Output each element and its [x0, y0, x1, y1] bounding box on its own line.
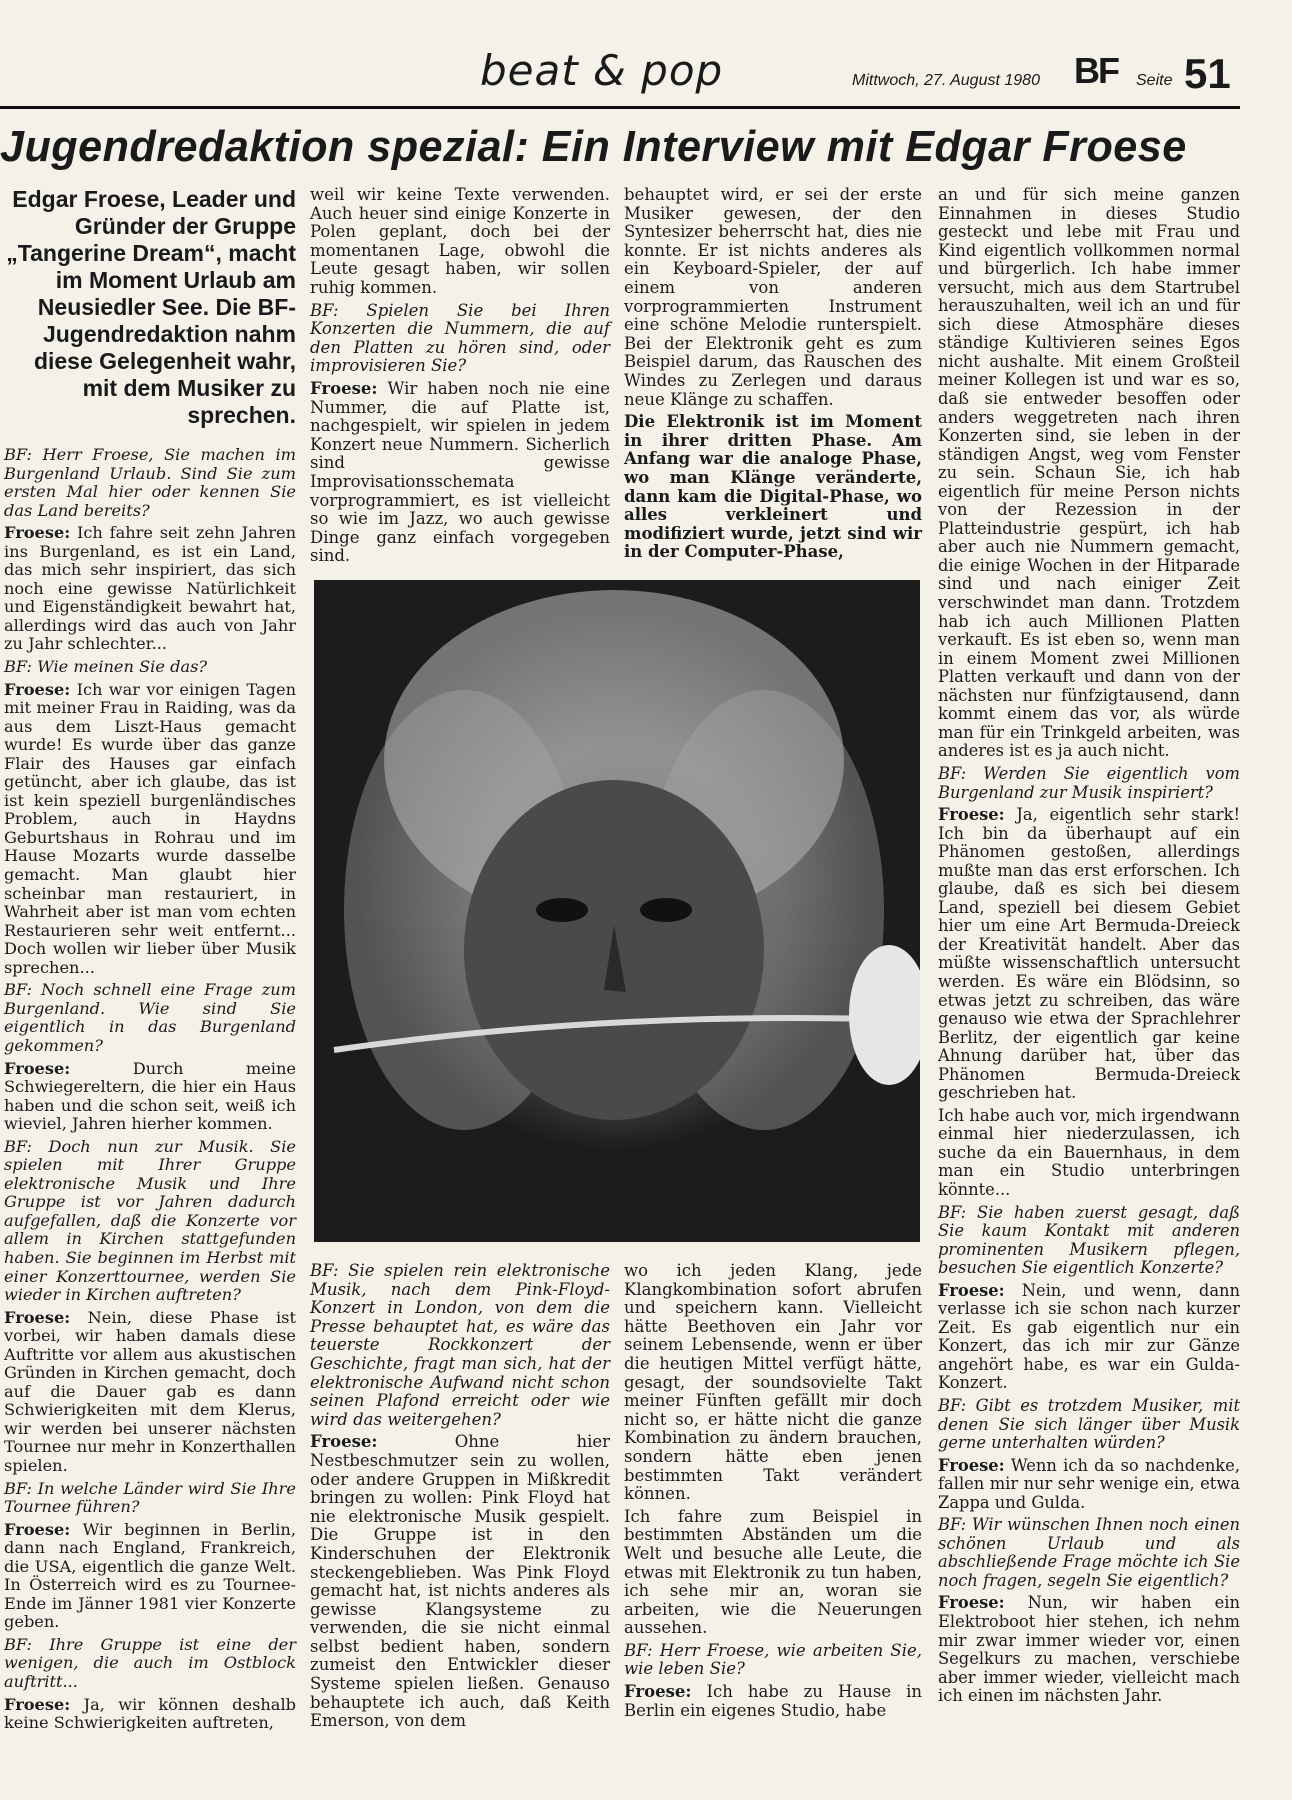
paragraph-text: Ich fahre seit zehn Jahren ins Burgenland, es ist ein Land, das mich sehr inspiriert, das sich noch eine gewisse Natürlichkeit und Eigenständigkeit bewahrt hat, allerdings wird das auch von Jahr zu Jahr schlechter...: [4, 523, 296, 654]
section-title: beat & pop: [480, 46, 724, 95]
speaker-label: Froese:: [4, 1307, 71, 1327]
paragraph-text: Durch meine Schwiegereltern, die hier ein Haus haben und die schon seit, weiß ich wieviel, Jahren hierher kommen.: [4, 1058, 296, 1134]
interview-answer: [938, 1594, 1240, 1705]
paragraph-text: weil wir keine Texte verwenden. Auch heuer sind einige Konzerte in Polen geplant, doch bei der momentanen Lage, obwohl die Leute gesagt haben, wir sollen ruhig kommen.: [310, 185, 610, 297]
interview-question: BF: Doch nun zur Musik. Sie spielen mit Ihrer Gruppe elektronische Musik und Ihre Gruppe ist vor Jahren dadurch aufgefallen, daß die Konzerte vor allem in Kirchen stattgefunden haben. Sie beginnen im Herbst mit einer Konzerttournee, werden Sie wieder in Kirchen auftreten?: [4, 1136, 296, 1305]
speaker-label: Froese:: [4, 1058, 71, 1078]
body-paragraph: [624, 1262, 922, 1504]
dateline: Mittwoch, 27. August 1980: [852, 72, 1040, 89]
article-column-2: [310, 186, 610, 570]
paragraph-text: Nein, diese Phase ist vorbei, wir haben damals diese Auftritte vor allem aus akustischen Gründen in Kirchen gemacht, doch auf die Dauer gab es dann Schwierigkeiten mit dem Klerus, wir werden bei unserer nächsten Tournee nur mehr in Konzerthallen spielen.: [4, 1307, 296, 1475]
interview-question: BF: Spielen Sie bei Ihren Konzerten die Nummern, die auf den Platten zu hören sind, oder improvisieren Sie?: [310, 300, 610, 376]
speaker-label: Froese:: [310, 1432, 378, 1452]
portrait-illustration: [314, 580, 920, 1242]
interview-question: BF: Herr Froese, wie arbeiten Sie, wie leben Sie?: [624, 1640, 922, 1679]
interview-answer: [310, 1433, 610, 1731]
speaker-label: Froese:: [938, 1593, 1005, 1613]
speaker-label: Froese:: [4, 1519, 71, 1539]
paragraph-text: behauptet wird, er sei der erste Musiker gewesen, der den Syntesizer beherrscht hat, dies nie konnte. Er ist nichts anderes als ein Keyboard-Spieler, der auf einem von anderen vorprogrammierten Instrument eine schöne Melodie runterspielt. Bei der Elektronik geht es zum Beispiel darum, das Rauschen des Windes zu Zerlegen und daraus neue Klänge zu schaffen.: [624, 185, 922, 409]
body-paragraph: [938, 186, 1240, 761]
body-paragraph: [938, 1107, 1240, 1200]
body-paragraph: [624, 1508, 922, 1638]
speaker-label: Froese:: [310, 378, 378, 398]
body-paragraph: [624, 413, 922, 562]
interview-question: BF: Werden Sie eigentlich vom Burgenland zur Musik inspiriert?: [938, 763, 1240, 802]
speaker-label: Froese:: [624, 1682, 692, 1702]
interview-question: BF: Wie meinen Sie das?: [4, 657, 208, 677]
article-column-3: [624, 186, 922, 566]
paragraph-text: Ich fahre zum Beispiel in bestimmten Abständen um die Welt und besuche alle Leute, die etwas mit Elektronik zu tun haben, ich sehe mir an, woran sie arbeiten, wie die Neuerungen aussehen.: [624, 1506, 922, 1638]
lead-paragraph: Edgar Froese, Leader und Gründer der Gruppe „Tangerine Dream“, macht im Moment Urlaub am Neusiedler See. Die BF-Jugendredaktion nahm diese Gelegenheit wahr, mit dem Musiker zu sprechen.: [6, 186, 296, 428]
article-column-4: [938, 186, 1240, 1710]
article-column-2-lower: [310, 1262, 610, 1735]
interview-answer: [4, 1521, 296, 1632]
page-header: [0, 40, 1240, 109]
interview-question: BF: Ihre Gruppe ist eine der wenigen, die auch im Ostblock auftritt...: [4, 1634, 296, 1691]
article-column-3-lower: [624, 1262, 922, 1724]
paragraph-text: Ja, eigentlich sehr stark! Ich bin da überhaupt auf ein Phänomen gestoßen, allerdings mußte man das erst erforschen. Ich glaube, daß es sich bei diesem Land, speziell bei diesem Gebiet hier um eine Art Bermuda-Dreieck der Kreativität handelt. Aber das müßte wissenschaftlich untersucht werden. Es wäre ein Blödsinn, so etwas jetzt zu schreiben, das wäre genauso wie etwa der Sprachlehrer Berlitz, der eigentlich gar keine Ahnung darüber hat, über das Phänomen Bermuda-Dreieck geschrieben hat.: [938, 805, 1240, 1103]
interview-question: BF: In welche Länder wird Sie Ihre Tournee führen?: [4, 1478, 296, 1517]
speaker-label: Froese:: [938, 1455, 1005, 1475]
interview-question: BF: Noch schnell eine Frage zum Burgenland. Wie sind Sie eigentlich in das Burgenland gekommen?: [4, 980, 296, 1055]
headline: Jugendredaktion spezial: Ein Interview mit Edgar Froese: [0, 122, 1187, 171]
interview-answer: [4, 1060, 296, 1134]
interview-answer: [310, 380, 610, 566]
brand-logo: BF: [1074, 50, 1118, 91]
interview-answer: [4, 1309, 296, 1476]
article-column-1: [4, 446, 296, 1737]
speaker-label: Froese:: [4, 523, 71, 543]
body-paragraph: [310, 186, 610, 298]
interview-answer: [938, 806, 1240, 1103]
paragraph-text: Wir beginnen in Berlin, dann nach England, Frankreich, die USA, eigentlich die ganze Welt. In Österreich wird es zu Tournee-Ende im Jänner 1981 vier Konzerte geben.: [4, 1519, 296, 1632]
paragraph-text: Wenn ich da so nachdenke, fallen mir nur sehr wenige ein, etwa Zappa und Gulda.: [938, 1455, 1240, 1512]
page-number: 51: [1184, 50, 1231, 97]
paragraph-text: Ja, wir können deshalb keine Schwierigkeiten auftreten,: [4, 1694, 296, 1733]
speaker-label: Froese:: [4, 679, 71, 699]
paragraph-text: Ich habe zu Hause in Berlin ein eigenes Studio, habe: [624, 1682, 922, 1720]
page-label: Seite: [1136, 72, 1173, 89]
interview-answer: [938, 1282, 1240, 1393]
paragraph-text: Ich habe auch vor, mich irgendwann einmal hier niederzulassen, ich suche da ein Bauernhaus, in dem man ein Studio unterbringen könnte...: [938, 1105, 1240, 1199]
paragraph-text: Die Elektronik ist im Moment in ihrer dritten Phase. Am Anfang war die analoge Phase, wo man Klänge veränderte, dann kam die Digital-Phase, wo alles verkleinert und modifiziert wurde, jetzt sind wir in der Computer-Phase,: [624, 412, 922, 562]
portrait-photo: [314, 580, 920, 1242]
interview-answer: [624, 1683, 922, 1720]
paragraph-text: wo ich jeden Klang, jede Klangkombination sofort abrufen und speichern kann. Vielleicht hätte Beethoven ein Jahr vor seinem Lebensende, wenn er über die heutigen Mittel verfügt hätte, gesagt, der soundsovielte Takt meiner Fünften gefällt mir doch nicht so, er hätte nicht die ganze Kombination zu ändern brauchen, sondern hätte eben jenen bestimmten Takt verändert können.: [624, 1261, 922, 1504]
interview-question: BF: Sie spielen rein elektronische Musik, nach dem Pink-Floyd-Konzert in London, von dem die Presse behauptet hat, es wäre das teuerste Rockkonzert der Geschichte, fragt man sich, hat der elektronische Aufwand nicht schon seinen Plafond erreicht oder wie wird das weitergehen?: [310, 1261, 610, 1429]
interview-answer: [4, 524, 296, 654]
interview-answer: [4, 681, 296, 978]
body-paragraph: [624, 186, 922, 409]
interview-question: BF: Wir wünschen Ihnen noch einen schönen Urlaub und als abschließende Frage möchte ich Sie noch fragen, segeln Sie eigentlich?: [938, 1515, 1240, 1590]
interview-answer: [938, 1457, 1240, 1513]
speaker-label: Froese:: [4, 1694, 71, 1714]
paragraph-text: Nein, und wenn, dann verlasse ich sie schon nach kurzer Zeit. Es gab eigentlich nur ein Konzert, das ich mir zur Gänze angehört habe, es war ein Gulda-Konzert.: [938, 1280, 1240, 1393]
interview-question: BF: Gibt es trotzdem Musiker, mit denen Sie sich länger über Musik gerne unterhalten würden?: [938, 1396, 1240, 1453]
paragraph-text: an und für sich meine ganzen Einnahmen in dieses Studio gesteckt und lebe mit Frau und Kind eigentlich vollkommen normal und bürgerlich. Ich habe immer versucht, mich aus dem Startrubel herauszuhalten, weil ich an und für sich diese Atmosphäre dieses ständige Kultivieren seines Egos nicht aushalte. Mit einem Großteil meiner Kollegen ist und war es so, daß sie entweder besoffen oder anders weggetreten nach ihren Konzerten sind, sie leben in der ständigen Angst, weg vom Fenster zu sein. Schaun Sie, ich hab eigentlich für meine Person nichts von der Rezession in der Platteindustrie gespürt, ich hab aber auch nie Nummern gemacht, die einige Wochen in der Hitparade sind und nach einiger Zeit verschwindet man dann. Trotzdem hab ich auch Millionen Platten verkauft. Es ist eben so, wenn man in einem Moment zwei Millionen Platten verkauft und dann von der nächsten nur fünfzigtausend, dann kommt einem das vor, als würde man für ein Trinkgeld arbeiten, was anderes ist es ja auch nicht.: [938, 185, 1240, 761]
interview-question: BF: Sie haben zuerst gesagt, daß Sie kaum Kontakt mit anderen prominenten Musikern pflegen, besuchen Sie eigentlich Konzerte?: [938, 1202, 1240, 1278]
speaker-label: Froese:: [938, 1280, 1005, 1300]
paragraph-text: Ich war vor einigen Tagen mit meiner Frau in Raiding, was da aus dem Liszt-Haus gemacht wurde! Es wurde über das ganze Flair des Hauses gar einfach getüncht, aber ich glaube, das ist ist kein speziell burgenländisches Problem, auch in Haydns Geburtshaus in Rohrau und im Hause Mozarts wurde dasselbe gemacht. Man glaubt hier scheinbar man restauriert, in Wahrheit aber ist man vom echten Restaurieren sehr weit entfernt... Doch wollen wir lieber über Musik sprechen...: [4, 679, 296, 977]
interview-answer: [4, 1696, 296, 1733]
paragraph-text: Ohne hier Nestbeschmutzer sein zu wollen, oder andere Gruppen in Mißkredit bringen zu wollen: Pink Floyd hat nie elektronische Musik gespielt. Die Gruppe ist in den Kinderschuhen der Elektronik steckengeblieben. Was Pink Floyd gemacht hat, ist nichts anderes als gewisse Klangsysteme zu verwenden, die sie nicht einmal selbst bedient haben, sondern zumeist den Entwickler dieser Systeme spielen ließen. Genauso behauptete ich auch, daß Keith Emerson, von dem: [310, 1432, 610, 1731]
interview-question: BF: Herr Froese, Sie machen im Burgenland Urlaub. Sind Sie zum ersten Mal hier oder kennen Sie das Land bereits?: [4, 445, 296, 520]
paragraph-text: Nun, wir haben ein Elektroboot hier stehen, ich nehm mir zwar immer wieder vor, einen Segelkurs zu machen, verschiebe aber immer wieder, vielleicht mach ich einen im nächsten Jahr.: [938, 1593, 1240, 1706]
speaker-label: Froese:: [938, 805, 1005, 825]
paragraph-text: Wir haben noch nie eine Nummer, die auf Platte ist, nachgespielt, wir spielen in jedem Konzert neue Nummern. Sicherlich sind gewisse Improvisationsschemata vorprogrammiert, es ist vielleicht so wie im Jazz, wo auch gewisse Dinge ganz einfach vorgegeben sind.: [310, 378, 610, 566]
